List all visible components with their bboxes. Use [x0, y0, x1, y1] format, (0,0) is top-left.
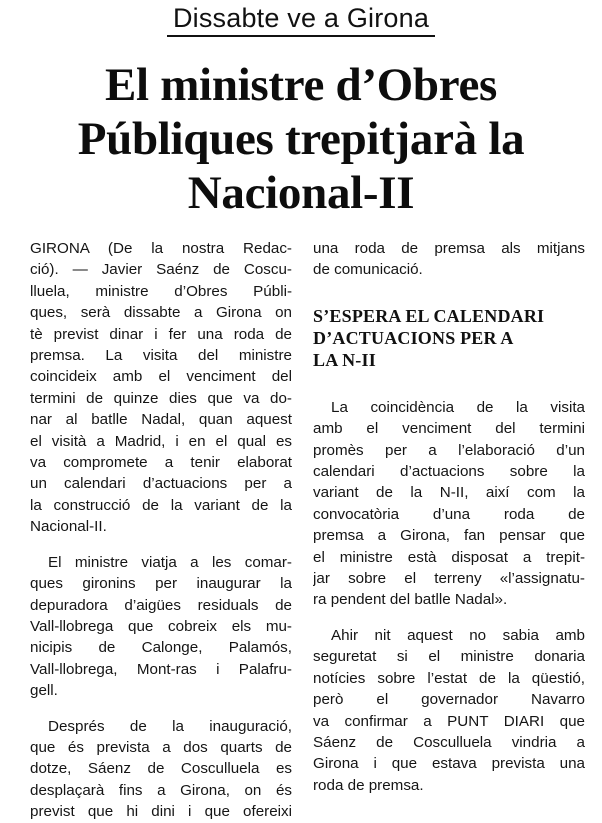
text-line: convocatòria d’una roda de — [313, 505, 585, 523]
headline-line: Públiques trepitjarà la — [77, 113, 525, 165]
text-line: calendari d’actuacions sobre la — [313, 463, 585, 481]
text-line: Sáenz de Cosculluela vindria a — [313, 733, 585, 751]
text-line: va confirmar a PUNT DIARI que — [313, 712, 585, 730]
text-line: Després de la inauguració, — [48, 717, 292, 735]
text-line: premsa a Girona, fan pensar que — [313, 527, 585, 545]
text-line: Nacional-II. — [30, 518, 107, 536]
text-line: jar sobre el terreny «l’assignatu- — [313, 570, 585, 588]
text-line: la construcció de la variant de la — [30, 496, 292, 514]
text-line: el visità a Madrid, i en el qual es — [30, 432, 292, 450]
kicker: Dissabte ve a Girona — [167, 2, 435, 37]
kicker-wrap — [0, 2, 602, 37]
paragraph-gap — [313, 611, 585, 625]
paragraph-gap — [30, 702, 292, 716]
text-line: ra pendent del batlle Nadal». — [313, 591, 508, 609]
text-line: promès per a l’elaboració d’un — [313, 441, 585, 459]
subhead-gap — [313, 371, 585, 397]
text-line: desplaçarà fins a Girona, on és — [30, 781, 292, 799]
text-line: de comunicació. — [313, 261, 423, 279]
text-line: El ministre viatja a les comar- — [48, 553, 292, 571]
text-line: Ahir nit aquest no sabia amb — [331, 626, 585, 644]
text-line: depuradora d’aigües residuals de — [30, 596, 292, 614]
section-subhead-line: D’ACTUACIONS PER A — [313, 327, 514, 348]
text-line: nar al batlle Nadal, quan aquest — [30, 411, 292, 429]
text-line: premsa. La visita del ministre — [30, 347, 292, 365]
text-line: nicipis de Calonge, Palamós, — [30, 639, 292, 657]
right-column — [313, 238, 585, 796]
text-line: va compromete a tenir elaborat — [30, 454, 292, 472]
text-line: gell. — [30, 682, 58, 700]
text-line: previst que hi dini i que ofereixi — [30, 803, 292, 821]
left-column — [30, 238, 292, 823]
text-line: GIRONA (De la nostra Redac- — [30, 240, 292, 257]
text-line: ció). — Javier Saénz de Coscu- — [30, 261, 292, 279]
headline — [0, 58, 602, 220]
text-line: termini de quinze dies que va do- — [30, 389, 292, 407]
text-line: Vall-llobrega, Mont-ras i Palafru- — [30, 660, 292, 678]
text-line: que és prevista a dos quarts de — [30, 738, 292, 756]
text-line: una roda de premsa als mitjans — [313, 240, 585, 257]
text-line: notícies sobre l’estat de la qüestió, — [313, 669, 585, 687]
text-line: Girona i que estava prevista una — [313, 755, 585, 773]
text-line: amb el venciment del termini — [313, 420, 585, 438]
text-line: Vall-llobrega que cobreix els mu- — [30, 617, 292, 635]
text-line: variant de la N-II, així com la — [313, 484, 585, 502]
text-line: però el governador Navarro — [313, 691, 585, 709]
section-subhead-line: S’ESPERA EL CALENDARI — [313, 305, 545, 326]
text-line: ques, serà dissabte a Girona on — [30, 304, 292, 322]
text-line: tè previst dinar i fer una roda de — [30, 325, 292, 343]
text-line: lluela, ministre d’Obres Públi- — [30, 282, 292, 300]
text-line: ques gironins per inaugurar la — [30, 575, 292, 593]
text-line: el ministre està disposat a trepit- — [313, 548, 585, 566]
paragraph-gap — [30, 538, 292, 552]
text-line: roda de premsa. — [313, 776, 424, 794]
text-line: dotze, Sáenz de Cosculluela es — [30, 760, 292, 778]
text-line: coincideix amb el venciment del — [30, 368, 292, 386]
section-subhead-line: LA N-II — [313, 349, 376, 370]
headline-line: Nacional-II — [187, 167, 415, 219]
headline-line: El ministre d’Obres — [104, 59, 498, 111]
text-line: seguretat si el ministre donaria — [313, 648, 585, 666]
subhead-gap — [313, 281, 585, 305]
text-line: un calendari d’actuacions per a — [30, 475, 292, 493]
text-line: La coincidència de la visita — [331, 398, 585, 416]
